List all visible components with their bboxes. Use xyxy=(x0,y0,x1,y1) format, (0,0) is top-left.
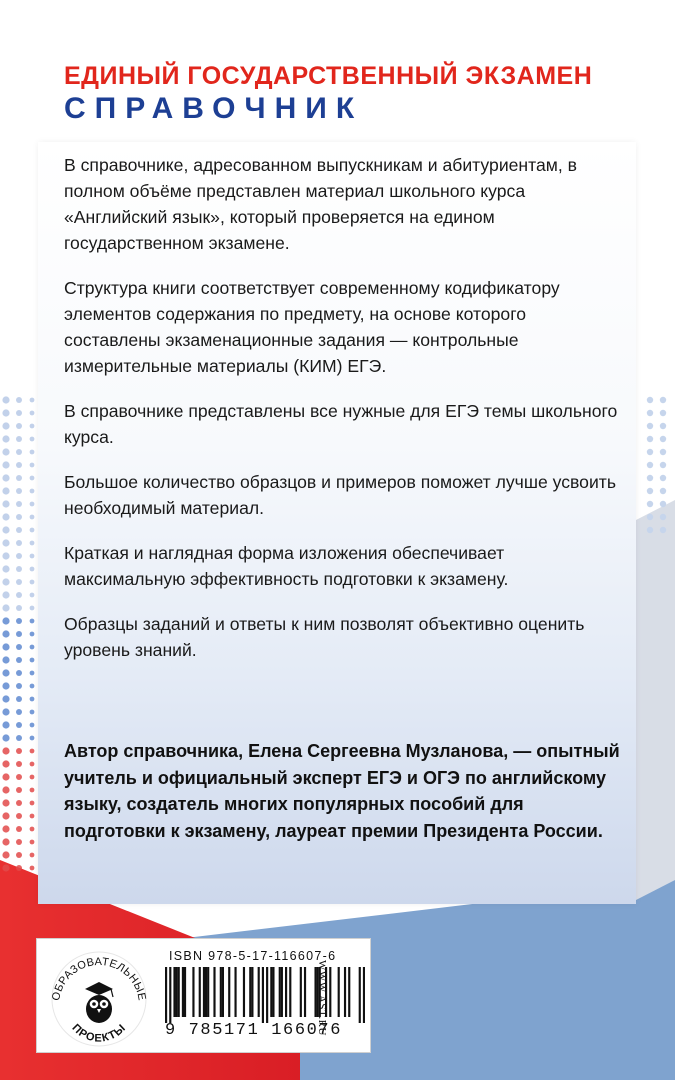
barcode-bar xyxy=(272,967,274,1017)
paragraph: Структура книги соответствует современному кодификатору элементов содержания по предмету, на основе которого составлены экзаменационные задания — контрольные измерительные материалы (КИМ) ЕГЭ. xyxy=(64,278,560,376)
barcode-bar xyxy=(251,967,253,1017)
barcode-bar xyxy=(169,967,171,1023)
paragraph: Краткая и наглядная форма изложения обеспечивает максимальную эффективность подготовки к экзамену. xyxy=(64,543,509,589)
barcode-bars xyxy=(165,967,365,1023)
barcode-bar xyxy=(178,967,180,1017)
barcode-bar xyxy=(363,967,365,1023)
ean-number: 9 785171 166076 xyxy=(165,1021,343,1040)
barcode-bar xyxy=(266,967,268,1023)
barcode-bar xyxy=(203,967,205,1017)
paragraph: В справочнике представлены все нужные для ЕГЭ темы школьного курса. xyxy=(64,401,618,447)
barcode-bar xyxy=(279,967,281,1017)
exam-title: ЕДИНЫЙ ГОСУДАРСТВЕННЫЙ ЭКЗАМЕН xyxy=(64,62,593,90)
barcode-bar xyxy=(192,967,194,1017)
paragraph: Большое количество образцов и примеров поможет лучше усвоить необходимый материал. xyxy=(64,472,617,518)
barcode-bar xyxy=(205,967,207,1017)
barcode-bar xyxy=(348,967,350,1017)
barcode-bar xyxy=(165,967,167,1023)
barcode-bar xyxy=(329,967,331,1017)
barcode-bar xyxy=(234,967,236,1017)
barcode-bar xyxy=(258,967,260,1017)
barcode-bar xyxy=(262,967,264,1023)
barcode-bar xyxy=(243,967,245,1017)
logo-top-text: ОБРАЗОВАТЕЛЬНЫЕ xyxy=(50,955,148,1002)
author-note: Автор справочника, Елена Сергеевна Музланова, — опытный учитель и официальный эксперт ЕГЭ и ОГЭ по английскому языку, создатель многих популярных пособий для подготовки к экзамену, лауреат премии Президента России. xyxy=(64,741,620,841)
logo-bottom-text: ПРОЕКТЫ xyxy=(69,1021,129,1045)
barcode-bar xyxy=(289,967,291,1017)
barcode-bar xyxy=(338,967,340,1017)
barcode-bar xyxy=(281,967,283,1017)
website-label: WWW.AST.RU xyxy=(316,960,328,1036)
barcode-bar xyxy=(182,967,184,1017)
barcode-bar xyxy=(300,967,302,1017)
barcode-bar xyxy=(359,967,361,1023)
publisher-series-logo xyxy=(37,939,162,1052)
barcode-bar xyxy=(285,967,287,1017)
barcode-bar xyxy=(270,967,272,1017)
barcode-bar xyxy=(344,967,346,1017)
barcode-bar xyxy=(199,967,201,1017)
barcode-bar xyxy=(304,967,306,1017)
barcode-bar xyxy=(184,967,186,1017)
barcode-bar xyxy=(207,967,209,1017)
paragraph: Образцы заданий и ответы к ним позволят объективно оценить уровень знаний. xyxy=(64,614,585,660)
barcode-bar xyxy=(222,967,224,1017)
barcode-bar xyxy=(228,967,230,1017)
barcode-bar xyxy=(213,967,215,1017)
barcode-bar xyxy=(249,967,251,1017)
grey-facet xyxy=(636,500,675,900)
book-type-title: СПРАВОЧНИК xyxy=(64,92,364,125)
barcode-bar xyxy=(173,967,175,1017)
isbn-label: ISBN 978-5-17-116607-6 xyxy=(169,949,337,963)
paragraph: В справочнике, адресованном выпускникам и абитуриентам, в полном объёме представлен материал школьного курса «Английский язык», который проверяется на едином государственном экзамене. xyxy=(64,155,578,253)
owl-icon xyxy=(85,982,113,1023)
barcode-bar xyxy=(220,967,222,1017)
barcode-bar xyxy=(176,967,178,1017)
description-block xyxy=(64,152,624,682)
